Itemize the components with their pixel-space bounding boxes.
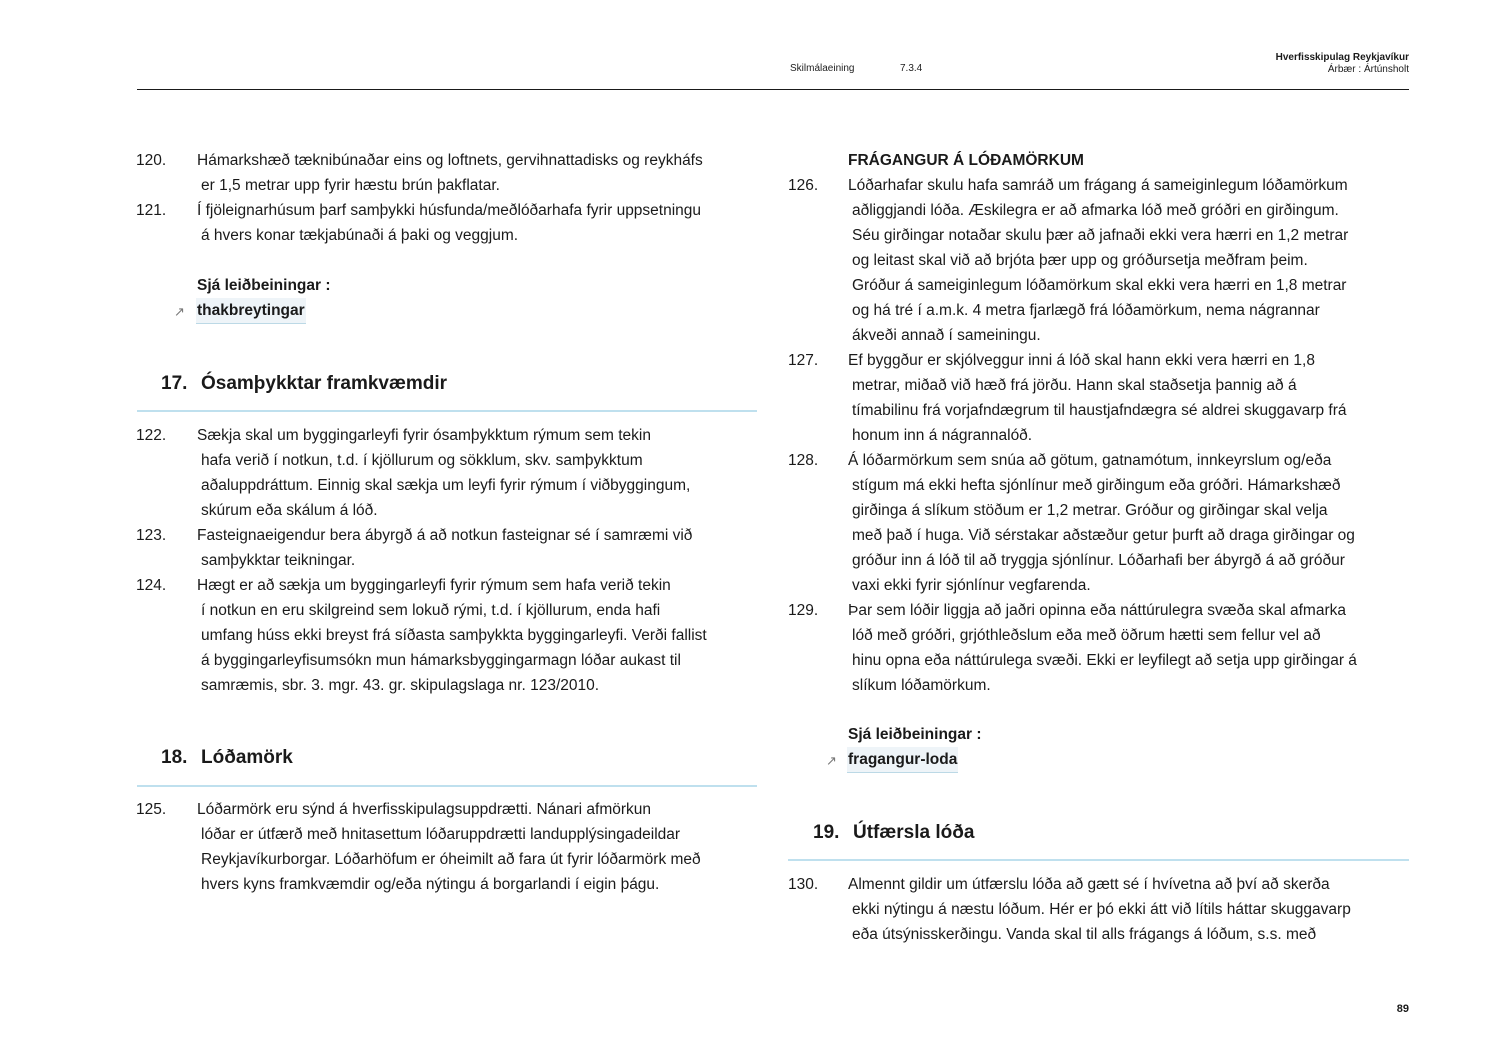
item-line: lóð með gróðri, grjóthleðslum eða með öðrum hætti sem fellur vel að [852,627,1321,644]
item-number: 121. [136,202,167,219]
page-number: 89 [1396,1003,1409,1015]
header-section-label: Skilmálaeining [790,63,855,74]
item-line: Þar sem lóðir liggja að jaðri opinna eða náttúrulegra svæða skal afmarka [848,602,1346,619]
item-line: eða útsýnisskerðingu. Vanda skal til alls frágangs á lóðum, s.s. með [852,926,1317,943]
item-number: 122. [136,427,167,444]
item-line: Fasteignaeigendur bera ábyrgð á að notkun fasteignar sé í samræmi við [197,527,693,544]
item-line: hvers kyns framkvæmdir og/eða nýtingu á borgarlandi í eigin þágu. [201,876,660,893]
item-line: á byggingarleyfisumsókn mun hámarksbyggingarmagn lóðar aukast til [201,652,681,669]
see-guidelines-label: Sjá leiðbeiningar : [197,277,331,294]
section-heading-19 [813,821,974,845]
item-line: tímabilinu frá vorjafndægrum til haustjafndægra sé aldrei skuggavarp frá [852,402,1347,419]
item-line: umfang húss ekki breyst frá síðasta samþykkta byggingarleyfi. Verði fallist [201,627,707,644]
section-heading-18 [161,746,293,770]
item-line: stígum má ekki hefta sjónlínur með girðingum eða gróðri. Hámarkshæð [852,477,1341,494]
item-line: gróður inn á lóð til að tryggja sjónlínur. Lóðarhafi ber ábyrgð á að gróður [852,552,1345,569]
item-line: ekki nýtingu á næstu lóðum. Hér er þó ekki átt við lítils háttar skuggavarp [852,901,1351,918]
item-line: girðinga á slíkum stöðum er 1,2 metrar. Gróður og girðingar skal velja [852,502,1328,519]
item-number: 127. [788,352,819,369]
item-line: Í fjöleignarhúsum þarf samþykki húsfunda/meðlóðarhafa fyrir uppsetningu [197,202,702,219]
item-number: 129. [788,602,819,619]
item-line: Almennt gildir um útfærslu lóða að gætt sé í hvívetna að því að skerða [848,876,1330,893]
item-line: Lóðarhafar skulu hafa samráð um frágang á sameiginlegum lóðamörkum [848,177,1348,194]
see-guidelines-label: Sjá leiðbeiningar : [848,726,982,743]
item-number: 123. [136,527,167,544]
section-rule [788,859,1409,861]
item-line: aðliggjandi lóða. Æskilegra er að afmarka lóð með gróðri en girðingum. [852,202,1339,219]
item-line: Hægt er að sækja um byggingarleyfi fyrir rýmum sem hafa verið tekin [197,577,671,594]
section-number: 17. [161,373,188,394]
section-heading-17 [161,372,447,396]
item-number: 125. [136,801,167,818]
item-line: ákveði annað í sameiningu. [852,327,1041,344]
section-number: 19. [813,822,840,843]
item-line: aðaluppdráttum. Einnig skal sækja um leyfi fyrir rýmum í viðbyggingum, [201,477,691,494]
item-line: Reykjavíkurborgar. Lóðarhöfum er óheimilt að fara út fyrir lóðarmörk með [201,851,701,868]
item-line: Hámarkshæð tæknibúnaðar eins og loftnets, gervihnattadisks og reykháfs [197,152,703,169]
item-line: er 1,5 metrar upp fyrir hæstu brún þakflatar. [201,177,500,194]
section-rule [137,785,757,787]
item-line: með það í huga. Við sérstakar aðstæður getur þurft að draga girðingar og [852,527,1355,544]
section-number: 18. [161,747,188,768]
item-line: í notkun en eru skilgreind sem lokuð rými, t.d. í kjöllurum, enda hafi [201,602,661,619]
arrow-northeast-icon: ↗ [826,753,837,768]
item-line: og leitast skal við að brjóta þær upp og gróðursetja meðfram þeim. [852,252,1308,269]
arrow-northeast-icon: ↗ [174,304,185,319]
item-line: metrar, miðað við hæð frá jörðu. Hann skal staðsetja þannig að á [852,377,1297,394]
item-line: vaxi ekki fyrir sjónlínur vegfarenda. [852,577,1091,594]
item-line: samræmis, sbr. 3. mgr. 43. gr. skipulagslaga nr. 123/2010. [201,677,600,694]
item-number: 128. [788,452,819,469]
item-number: 126. [788,177,819,194]
header-rule [137,89,1409,90]
item-line: samþykktar teikningar. [201,552,356,569]
section-title: Lóðamörk [201,747,293,768]
subheading-fragangur: FRÁGANGUR Á LÓÐAMÖRKUM [848,152,1084,169]
item-line: Sækja skal um byggingarleyfi fyrir ósamþykktum rýmum sem tekin [197,427,651,444]
item-line: hafa verið í notkun, t.d. í kjöllurum og sökklum, skv. samþykktum [201,452,643,469]
item-line: Gróður á sameiginlegum lóðamörkum skal ekki vera hærri en 1,8 metrar [852,277,1347,294]
item-line: hinu opna eða náttúrulega svæði. Ekki er leyfilegt að setja upp girðingar á [852,652,1357,669]
item-line: Á lóðarmörkum sem snúa að götum, gatnamótum, innkeyrslum og/eða [848,452,1332,469]
item-line: og há tré í a.m.k. 4 metra fjarlægð frá lóðamörkum, nema nágrannar [852,302,1320,319]
item-line: slíkum lóðamörkum. [852,677,991,694]
item-line: Lóðarmörk eru sýnd á hverfisskipulagsuppdrætti. Nánari afmörkun [197,801,652,818]
item-line: á hvers konar tækjabúnaði á þaki og veggjum. [201,227,519,244]
section-rule [137,410,757,412]
item-number: 130. [788,876,819,893]
item-line: honum inn á nágrannalóð. [852,427,1033,444]
header-doc-title: Hverfisskipulag Reykjavíkur [1275,52,1409,63]
guideline-link-thakbreytingar[interactable]: thakbreytingar [196,298,306,324]
item-line: lóðar er útfærð með hnitasettum lóðaruppdrætti landupplýsingadeildar [201,826,681,843]
header-section-number: 7.3.4 [900,63,923,74]
item-number: 120. [136,152,167,169]
item-line: skúrum eða skálum á lóð. [201,502,378,519]
header-doc-subtitle: Árbær : Ártúnsholt [1327,64,1409,75]
item-line: Ef byggður er skjólveggur inni á lóð skal hann ekki vera hærri en 1,8 [848,352,1315,369]
item-number: 124. [136,577,167,594]
guideline-link-fragangur-loda[interactable]: fragangur-loda [847,747,958,773]
header-doc-info [1276,52,1409,76]
section-title: Útfærsla lóða [853,822,975,843]
section-title: Ósamþykktar framkvæmdir [201,373,448,394]
item-line: Séu girðingar notaðar skulu þær að jafnaði ekki vera hærri en 1,2 metrar [852,227,1349,244]
